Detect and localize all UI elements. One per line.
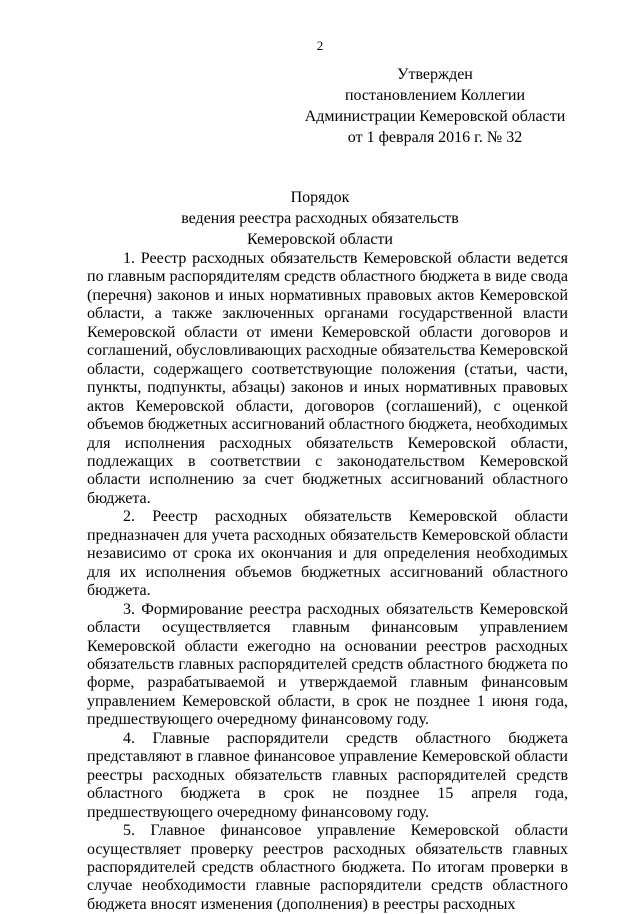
paragraph-4: 4. Главные распорядители средств областного бюджета представляют в главное финансовое управление Кемеровской области реестры расходных обязательств главных распорядителей средств областного бюджета в срок не позднее 15 апреля года, предшествующего очередному финансовому году.: [87, 729, 568, 821]
approval-line: постановлением Коллегии: [344, 87, 526, 104]
paragraph-3: 3. Формирование реестра расходных обязательств Кемеровской области осуществляется главным финансовым управлением Кемеровской области ежегодно на основании реестров расходных обязательств главных распорядителей средств областного бюджета по форме, разрабатываемой и утверждаемой главным финансовым управлением Кемеровской области, в срок не позднее 1 июня года, предшествующего очередному финансовому году.: [87, 600, 568, 729]
title-line: ведения реестра расходных обязательств: [181, 210, 459, 227]
approval-stamp: [300, 64, 570, 148]
title-line: Кемеровской области: [247, 231, 393, 248]
paragraph-5: 5. Главное финансовое управление Кемеровской области осуществляет проверку реестров расходных обязательств главных распорядителей средств областного бюджета. По итогам проверки в случае необходимости главные распорядители средств областного бюджета вносят изменения (дополнения) в реестры расходных: [87, 822, 568, 913]
approval-line: от 1 февраля 2016 г. № 32: [347, 129, 523, 146]
paragraph-2: 2. Реестр расходных обязательств Кемеровской области предназначен для учета расходных обязательств Кемеровской области независимо от срока их окончания и для определения необходимых для их исполнения объемов бюджетных ассигнований областного бюджета.: [87, 508, 568, 600]
document-title: [0, 187, 640, 250]
approval-line: Администрации Кемеровской области: [304, 108, 566, 125]
approval-line: Утвержден: [397, 66, 473, 83]
document-body: [87, 250, 568, 914]
title-line: Порядок: [290, 189, 350, 206]
page-number: 2: [316, 38, 324, 53]
paragraph-1: 1. Реестр расходных обязательств Кемеровской области ведется по главным распорядителям средств областного бюджета в виде свода (перечня) законов и иных нормативных правовых актов Кемеровской области, а также заключенных органами государственной власти Кемеровской области от имени Кемеровской области договоров и соглашений, обусловливающих расходные обязательства Кемеровской области, содержащего соответствующие положения (статьи, части, пункты, подпункты, абзацы) законов и иных нормативных правовых актов Кемеровской области, договоров (соглашений), с оценкой объемов бюджетных ассигнований областного бюджета, необходимых для исполнения расходных обязательств Кемеровской области, подлежащих в соответствии с законодательством Кемеровской области исполнению за счет бюджетных ассигнований областного бюджета.: [87, 250, 568, 507]
